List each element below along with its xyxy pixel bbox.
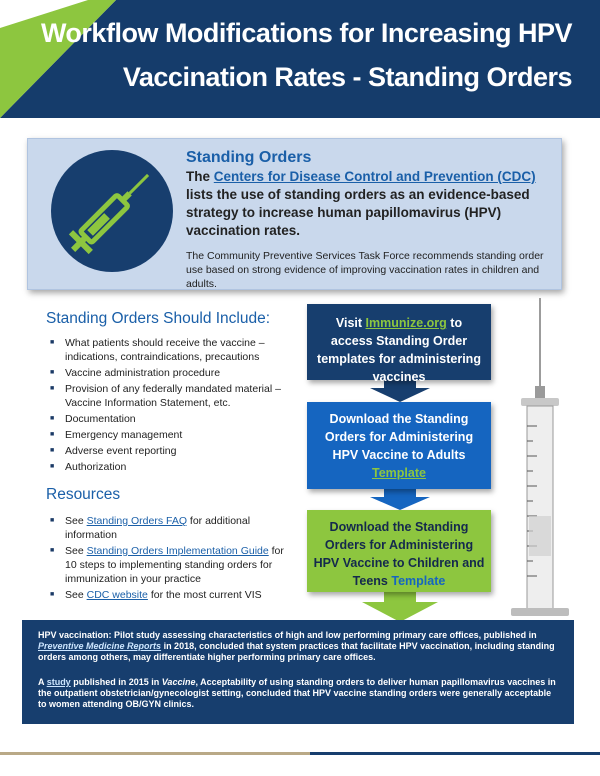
preventive-medicine-reports-link[interactable]: Preventive Medicine Reports [38,641,162,651]
resource-text: See [65,515,84,527]
main-suffix: lists the use of standing orders as an evidence-based strategy to increase human papillomavirus (HPV) vaccination rates. [186,187,530,238]
standing-orders-heading: Standing Orders [186,149,312,166]
resource-text: for the most current VIS [150,589,262,601]
note2-prefix: A [38,677,45,687]
note2-middle: published in 2015 in [73,677,160,687]
standing-orders-faq-link[interactable]: Standing Orders FAQ [86,515,187,527]
list-item: ■ Documentation [47,412,295,426]
research-note-1 [38,630,562,663]
resource-text: See [65,545,84,557]
list-item: ■ Adverse event reporting [47,444,295,458]
down-arrow-icon [362,592,438,622]
step2-text: Download the Standing Orders for Administering HPV Vaccine to Adults [324,412,474,462]
page-title-line1: Workflow Modifications for Increasing HPV [40,18,572,48]
resources-list [47,514,287,604]
list-item: ■ Provision of any federally mandated material – Vaccine Information Statement, etc. [47,382,295,410]
implementation-guide-link[interactable]: Standing Orders Implementation Guide [86,545,269,557]
children-template-link[interactable]: Template [391,574,446,588]
footer-divider-left [0,752,310,755]
resource-text: for additional information [65,515,251,541]
flow-step-adults [307,402,491,489]
vaccine-study-link[interactable]: study [46,677,71,687]
page-title-line2: Vaccination Rates - Standing Orders [122,62,572,92]
syringe-illustration [505,296,575,626]
immunize-org-link[interactable]: Immunize.org [365,316,447,330]
adult-template-link[interactable]: Template [372,466,426,480]
list-item: ■ Emergency management [47,428,295,442]
cdc-link[interactable]: Centers for Disease Control and Prevention (CDC) [213,169,536,184]
resource-text: for 10 steps to implementing standing orders for immunization in your practice [65,545,284,585]
journal-name: Vaccine [161,677,196,687]
syringe-icon [51,150,173,272]
note1-prefix: HPV vaccination: Pilot study assessing characteristics of high and low performing primary care offices, published in [38,630,537,640]
include-heading: Standing Orders Should Include: [46,310,271,327]
list-item [47,588,287,602]
flow-step-immunize [307,304,491,384]
cdc-website-link[interactable]: CDC website [86,589,148,601]
step3-text: Download the Standing Orders for Administering HPV Vaccine to Children and Teens [313,520,485,588]
note1-suffix: in 2018, concluded that system practices that facilitate HPV vaccination, including standing orders among others, may differentiate higher performing primary care offices. [38,641,555,662]
footer-divider-right [310,752,600,755]
resources-heading: Resources [46,486,121,503]
note2-suffix: , Acceptability of using standing orders to deliver human papillomavirus vaccines in the outpatient obstetrician/gynecologist setting, concluded that HPV vaccine standing orders were generally acceptable to women attending OB/GYN clinics. [38,677,556,709]
list-item: ■ Authorization [47,460,295,474]
step1-suffix: to access Standing Order templates for administering vaccines [317,316,481,384]
list-item: ■ Vaccine administration procedure [47,366,295,380]
research-note-2 [38,677,562,710]
flow-step-children [307,510,491,592]
task-force-note: The Community Preventive Services Task Force recommends standing order use based on strong evidence of improving vaccination rates in children and adults. [186,250,544,290]
main-prefix: The [186,169,211,184]
standing-orders-main-text [186,168,548,240]
down-arrow-icon [370,489,430,510]
list-item: ■ What patients should receive the vaccine – indications, contraindications, precautions [47,336,295,364]
resource-text: See [65,589,84,601]
include-list [47,336,295,476]
step1-prefix: Visit [335,316,363,330]
list-item [47,544,287,586]
list-item [47,514,287,542]
